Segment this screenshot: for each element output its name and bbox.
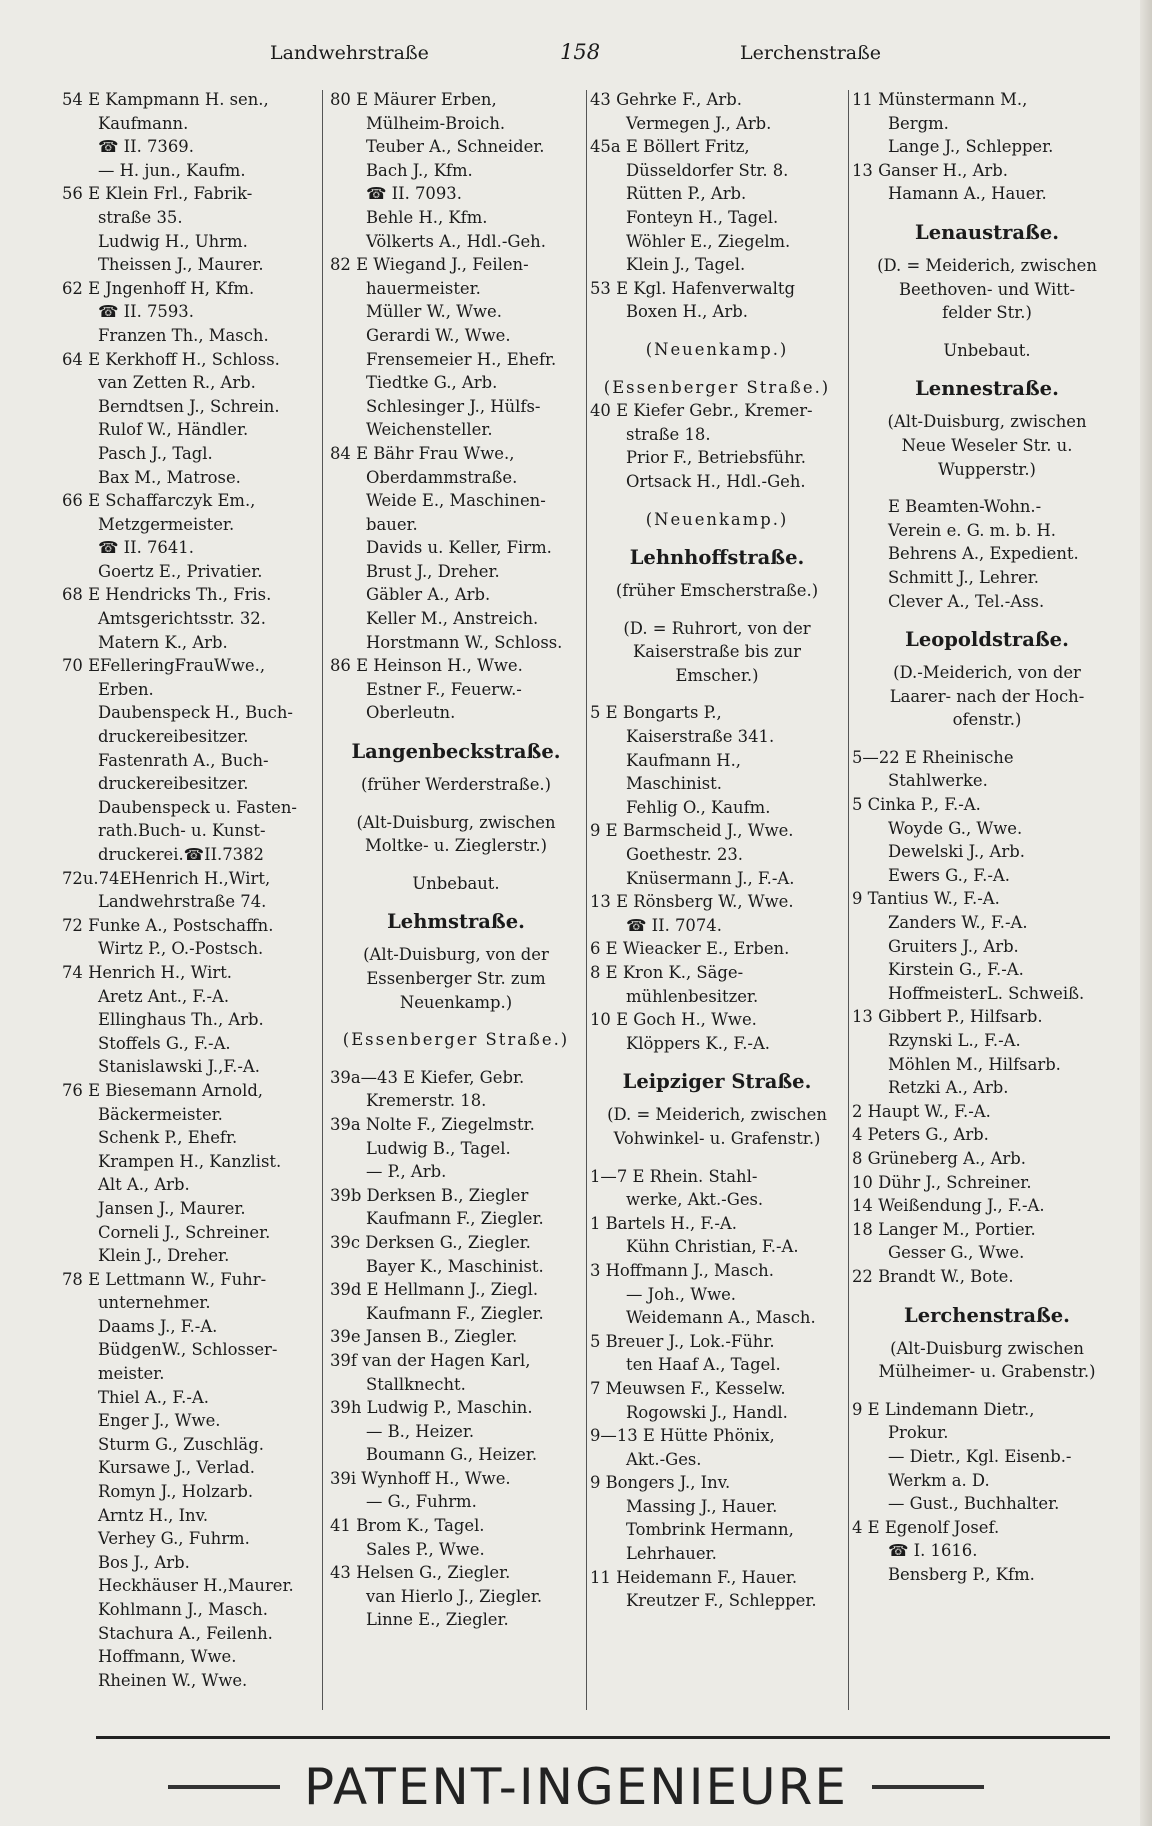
directory-entry: hauermeister.	[366, 278, 481, 298]
directory-entry: Alt A., Arb.	[98, 1175, 190, 1195]
directory-entry: Schenk P., Ehefr.	[98, 1128, 238, 1148]
directory-entry: Erben.	[98, 679, 154, 699]
street-description: felder Str.)	[942, 303, 1032, 323]
directory-entry: Massing J., Hauer.	[626, 1496, 778, 1516]
directory-entry: Romyn J., Holzarb.	[98, 1482, 254, 1502]
directory-entry: Dewelski J., Arb.	[888, 842, 1025, 862]
directory-entry: 10 Dühr J., Schreiner.	[852, 1172, 1032, 1192]
page-number: 158	[560, 40, 601, 64]
directory-entry: Behrens A., Expedient.	[888, 544, 1079, 564]
directory-entry: Daubenspeck u. Fasten-	[98, 797, 297, 817]
column-2	[330, 88, 582, 1713]
directory-entry: Rzynski L., F.-A.	[888, 1031, 1021, 1050]
directory-entry: 18 Langer M., Portier.	[852, 1219, 1036, 1239]
directory-entry: 66 E Schaffarczyk Em.,	[62, 491, 256, 511]
directory-entry: Goethestr. 23.	[626, 845, 744, 865]
directory-entry: E Beamten-Wohn.-	[888, 497, 1042, 517]
street-description: Neue Weseler Str. u.	[901, 435, 1073, 455]
directory-entry: Stahlwerke.	[888, 771, 988, 791]
directory-entry: Sturm G., Zuschläg.	[98, 1434, 264, 1454]
directory-entry: Kreutzer F., Schlepper.	[626, 1591, 817, 1611]
directory-entry: Prior F., Betriebsführ.	[626, 448, 806, 468]
directory-entry: meister.	[98, 1364, 165, 1384]
directory-entry: Behle H., Kfm.	[366, 207, 488, 227]
street-note: (früher Werderstraße.)	[360, 775, 552, 795]
directory-entry: Tiedtke G., Arb.	[366, 373, 498, 393]
directory-entry: Rulof W., Händler.	[98, 420, 249, 440]
directory-entry: Gerardi W., Wwe.	[366, 325, 511, 345]
directory-entry: — G., Fuhrm.	[366, 1492, 477, 1512]
directory-entry: Kohlmann J., Masch.	[98, 1600, 268, 1619]
directory-entry: ☎ I. 1616.	[888, 1541, 978, 1561]
directory-entry: Stallknecht.	[366, 1374, 466, 1394]
directory-entry: ☎ II. 7641.	[98, 538, 194, 558]
directory-entry: Bach J., Kfm.	[366, 160, 473, 180]
directory-entry: ten Haaf A., Tagel.	[626, 1355, 781, 1375]
banner-bar-right	[872, 1785, 984, 1789]
directory-entry: 72 Funke A., Postschaffn.	[62, 915, 274, 935]
directory-entry: 4 E Egenolf Josef.	[852, 1517, 1000, 1537]
directory-entry: 39e Jansen B., Ziegler.	[330, 1327, 518, 1347]
directory-entry: ☎ II. 7074.	[626, 915, 722, 935]
directory-entry: 9 Bongers J., Inv.	[590, 1473, 731, 1493]
directory-entry: Boumann G., Heizer.	[366, 1445, 538, 1465]
directory-entry: Heckhäuser H.,Maurer.	[98, 1576, 294, 1596]
directory-entry: — H. jun., Kaufm.	[98, 160, 246, 180]
street-description: Beethoven- und Witt-	[898, 279, 1076, 299]
directory-entry: Brust J., Dreher.	[366, 561, 500, 581]
column-4	[852, 88, 1122, 1713]
directory-entry: Estner F., Feuerw.-	[366, 679, 522, 699]
directory-entry: Fehlig O., Kaufm.	[626, 797, 771, 817]
directory-entry: Hamann A., Hauer.	[888, 184, 1047, 204]
street-section-note: (Neuenkamp.)	[645, 509, 789, 529]
directory-entry: Landwehrstraße 74.	[98, 892, 267, 912]
directory-entry: 78 E Lettmann W., Fuhr-	[62, 1269, 267, 1289]
directory-entry: Tombrink Hermann,	[626, 1520, 794, 1540]
directory-entry: Hoffmann, Wwe.	[98, 1647, 237, 1667]
directory-entry: 82 E Wiegand J., Feilen-	[330, 255, 529, 275]
street-description: (Alt-Duisburg, zwischen	[887, 412, 1087, 432]
directory-entry: 39c Derksen G., Ziegler.	[330, 1232, 531, 1252]
directory-entry: 13 Gibbert P., Hilfsarb.	[852, 1007, 1043, 1027]
directory-entry: Oberleutn.	[366, 703, 456, 723]
directory-entry: Schlesinger J., Hülfs-	[366, 396, 541, 416]
directory-entry: 1—7 E Rhein. Stahl-	[590, 1166, 758, 1186]
directory-entry: Metzgermeister.	[98, 514, 235, 534]
directory-entry: — P., Arb.	[366, 1162, 447, 1182]
directory-entry: 68 E Hendricks Th., Fris.	[62, 585, 272, 605]
directory-entry: Klöppers K., F.-A.	[626, 1033, 770, 1053]
directory-entry: Wöhler E., Ziegelm.	[626, 231, 791, 251]
directory-entry: Ludwig B., Tagel.	[366, 1138, 511, 1158]
street-description: Vohwinkel- u. Grafenstr.)	[613, 1128, 821, 1148]
directory-entry: 40 E Kiefer Gebr., Kremer-	[590, 401, 813, 421]
directory-entry: 80 E Mäurer Erben,	[330, 90, 497, 109]
directory-entry: 8 E Kron K., Säge-	[590, 963, 744, 982]
directory-entry: 7 Meuwsen F., Kesselw.	[590, 1378, 786, 1398]
directory-entry: 13 E Rönsberg W., Wwe.	[590, 892, 794, 912]
directory-entry: Kursawe J., Verlad.	[98, 1458, 255, 1478]
directory-entry: druckereibesitzer.	[98, 774, 249, 794]
directory-entry: Prokur.	[888, 1423, 949, 1443]
directory-entry: Weidemann A., Masch.	[626, 1308, 816, 1328]
directory-entry: 62 E Jngenhoff H, Kfm.	[62, 278, 255, 298]
directory-entry: HoffmeisterL. Schweiß.	[888, 983, 1085, 1003]
directory-entry: Klein J., Tagel.	[626, 255, 746, 275]
street-heading: Lehmstraße.	[387, 910, 525, 934]
directory-entry: Bos J., Arb.	[98, 1552, 190, 1572]
directory-entry: Krampen H., Kanzlist.	[98, 1151, 282, 1171]
street-heading: Leopoldstraße.	[905, 628, 1069, 652]
directory-entry: Thiel A., F.-A.	[98, 1387, 209, 1407]
directory-entry: Fonteyn H., Tagel.	[626, 207, 779, 227]
directory-entry: Ellinghaus Th., Arb.	[98, 1010, 264, 1030]
columns	[62, 88, 1122, 1713]
directory-entry: — Joh., Wwe.	[626, 1284, 737, 1304]
directory-entry: 72u.74EHenrich H.,Wirt,	[62, 868, 271, 888]
directory-entry: Keller M., Anstreich.	[366, 609, 539, 629]
directory-entry: Oberdammstraße.	[366, 467, 518, 487]
street-heading: Lehnhoffstraße.	[629, 546, 805, 570]
directory-entry: Bäckermeister.	[98, 1104, 223, 1124]
street-section-note: (Essenberger Straße.)	[342, 1030, 570, 1050]
directory-entry: Knüsermann J., F.-A.	[626, 868, 795, 888]
directory-entry: Möhlen M., Hilfsarb.	[888, 1054, 1061, 1074]
banner-bar-left	[168, 1785, 280, 1789]
directory-entry: 84 E Bähr Frau Wwe.,	[330, 443, 515, 463]
directory-entry: ☎ II. 7369.	[98, 137, 194, 157]
directory-entry: Ortsack H., Hdl.-Geh.	[626, 471, 806, 491]
directory-entry: 14 Weißendung J., F.-A.	[852, 1196, 1045, 1216]
directory-entry: Stachura A., Feilenh.	[98, 1623, 273, 1643]
directory-entry: Pasch J., Tagl.	[98, 443, 213, 463]
street-heading: Langenbeckstraße.	[351, 740, 561, 764]
directory-entry: Weichensteller.	[366, 420, 493, 440]
directory-entry: 5 Breuer J., Lok.-Führ.	[590, 1331, 775, 1351]
directory-entry: 56 E Klein Frl., Fabrik-	[62, 184, 253, 204]
directory-entry: Gesser G., Wwe.	[888, 1243, 1025, 1263]
street-status: Unbebaut.	[943, 340, 1031, 360]
directory-entry: 2 Haupt W., F.-A.	[852, 1101, 991, 1121]
directory-entry: Bax M., Matrose.	[98, 467, 241, 487]
directory-entry: Retzki A., Arb.	[888, 1078, 1009, 1098]
directory-entry: straße 18.	[626, 424, 711, 444]
directory-entry: Rogowski J., Handl.	[626, 1402, 788, 1422]
street-heading: Lenaustraße.	[914, 220, 1059, 244]
directory-entry: Klein J., Dreher.	[98, 1246, 230, 1266]
advertisement-banner	[0, 1758, 1152, 1816]
directory-entry: 10 E Goch H., Wwe.	[590, 1010, 757, 1030]
directory-entry: Kaufmann.	[98, 113, 189, 133]
directory-entry: Müller W., Wwe.	[366, 302, 502, 322]
directory-entry: Davids u. Keller, Firm.	[366, 538, 552, 558]
directory-entry: Fastenrath A., Buch-	[98, 750, 269, 770]
directory-entry: Verein e. G. m. b. H.	[888, 520, 1057, 540]
directory-entry: 74 Henrich H., Wirt.	[62, 962, 232, 982]
directory-entry: Ewers G., F.-A.	[888, 865, 1010, 885]
directory-entry: — B., Heizer.	[366, 1421, 475, 1441]
directory-entry: Mülheim-Broich.	[366, 113, 506, 133]
directory-entry: 53 E Kgl. Hafenverwaltg	[590, 278, 795, 298]
street-section-note: (Essenberger Straße.)	[603, 377, 831, 397]
directory-entry: Schmitt J., Lehrer.	[888, 567, 1039, 587]
directory-entry: Teuber A., Schneider.	[366, 137, 545, 157]
directory-entry: 5 E Bongarts P.,	[590, 703, 722, 723]
directory-entry: 39i Wynhoff H., Wwe.	[330, 1468, 511, 1488]
directory-entry: Kremerstr. 18.	[366, 1091, 487, 1111]
directory-entry: 9 E Barmscheid J., Wwe.	[590, 821, 794, 841]
directory-entry: 5—22 E Rheinische	[852, 747, 1014, 767]
directory-entry: Stanislawski J.,F.-A.	[98, 1057, 260, 1077]
directory-entry: 9 Tantius W., F.-A.	[852, 889, 1000, 909]
directory-entry: Gruiters J., Arb.	[888, 936, 1019, 956]
street-heading: Lennestraße.	[915, 377, 1059, 401]
directory-entry: Kirstein G., F.-A.	[888, 960, 1024, 980]
directory-entry: 9 E Lindemann Dietr.,	[852, 1399, 1035, 1419]
street-description: ofenstr.)	[952, 710, 1022, 730]
directory-entry: Rütten P., Arb.	[626, 184, 747, 204]
directory-entry: Akt.-Ges.	[626, 1449, 702, 1469]
page-header	[90, 42, 1112, 72]
directory-entry: Berndtsen J., Schrein.	[98, 396, 280, 416]
directory-entry: 11 Münstermann M.,	[852, 90, 1028, 109]
directory-entry: Arntz H., Inv.	[98, 1505, 209, 1525]
directory-entry: 64 E Kerkhoff H., Schloss.	[62, 349, 280, 369]
street-description: Mülheimer- u. Grabenstr.)	[878, 1362, 1096, 1382]
directory-entry: unternehmer.	[98, 1293, 211, 1313]
directory-entry: 39a Nolte F., Ziegelmstr.	[330, 1114, 535, 1134]
street-description: Essenberger Str. zum	[366, 969, 546, 988]
directory-entry: 43 Gehrke F., Arb.	[590, 90, 742, 109]
column-3	[590, 88, 844, 1713]
directory-entry: Vermegen J., Arb.	[626, 113, 772, 133]
directory-entry: Amtsgerichtsstr. 32.	[98, 609, 266, 629]
directory-entry: 39h Ludwig P., Maschin.	[330, 1398, 533, 1418]
directory-entry: 5 Cinka P., F.-A.	[852, 795, 981, 815]
directory-entry: van Zetten R., Arb.	[98, 373, 256, 393]
header-left-street: Landwehrstraße	[270, 42, 429, 64]
directory-entry: Kaiserstraße 341.	[626, 727, 775, 747]
directory-entry: Maschinist.	[626, 774, 722, 794]
street-description: Neuenkamp.)	[399, 992, 513, 1012]
street-section-note: (Neuenkamp.)	[645, 339, 789, 359]
directory-entry: Franzen Th., Masch.	[98, 325, 269, 345]
directory-entry: 54 E Kampmann H. sen.,	[62, 90, 269, 109]
directory-entry: 76 E Biesemann Arnold,	[62, 1080, 264, 1100]
directory-entry: Völkerts A., Hdl.-Geh.	[366, 231, 546, 251]
column-1	[62, 88, 320, 1713]
directory-entry: — Dietr., Kgl. Eisenb.-	[888, 1446, 1072, 1466]
directory-entry: Verhey G., Fuhrm.	[98, 1529, 250, 1549]
street-status: Unbebaut.	[412, 873, 500, 893]
directory-entry: 13 Ganser H., Arb.	[852, 160, 1008, 180]
directory-entry: Goertz E., Privatier.	[98, 561, 263, 581]
street-description: Laarer- nach der Hoch-	[889, 686, 1085, 706]
directory-entry: bauer.	[366, 514, 418, 534]
directory-entry: Woyde G., Wwe.	[888, 818, 1023, 838]
directory-entry: rath.Buch- u. Kunst-	[98, 821, 266, 841]
directory-entry: Bensberg P., Kfm.	[888, 1564, 1035, 1584]
directory-entry: 6 E Wieacker E., Erben.	[590, 939, 790, 959]
street-description: Wupperstr.)	[938, 459, 1036, 479]
directory-entry: Clever A., Tel.-Ass.	[888, 591, 1045, 611]
directory-entry: 11 Heidemann F., Hauer.	[590, 1567, 798, 1587]
street-description: (D.-Meiderich, von der	[893, 663, 1081, 683]
directory-entry: 70 EFelleringFrauWwe.,	[62, 656, 266, 676]
directory-entry: 41 Brom K., Tagel.	[330, 1516, 485, 1536]
directory-entry: Bayer K., Maschinist.	[366, 1256, 544, 1276]
directory-entry: straße 35.	[98, 207, 183, 227]
directory-entry: — Gust., Buchhalter.	[888, 1494, 1060, 1514]
directory-entry: Sales P., Wwe.	[366, 1539, 485, 1559]
directory-entry: BüdgenW., Schlosser-	[98, 1340, 278, 1360]
directory-entry: Kaufmann F., Ziegler.	[366, 1303, 544, 1323]
directory-entry: Lange J., Schlepper.	[888, 137, 1054, 157]
directory-entry: Zanders W., F.-A.	[888, 913, 1028, 933]
directory-entry: Rheinen W., Wwe.	[98, 1670, 248, 1690]
directory-entry: Corneli J., Schreiner.	[98, 1222, 271, 1242]
directory-entry: Werkm a. D.	[888, 1470, 990, 1490]
directory-entry: 86 E Heinson H., Wwe.	[330, 656, 523, 676]
directory-entry: Aretz Ant., F.-A.	[98, 986, 230, 1006]
directory-entry: 3 Hoffmann J., Masch.	[590, 1260, 774, 1280]
directory-entry: Düsseldorfer Str. 8.	[626, 160, 789, 180]
directory-entry: Ludwig H., Uhrm.	[98, 231, 248, 251]
directory-entry: Wirtz P., O.-Postsch.	[98, 939, 264, 959]
directory-entry: Daams J., F.-A.	[98, 1316, 218, 1336]
street-heading: Lerchenstraße.	[904, 1303, 1070, 1327]
directory-entry: 39a—43 E Kiefer, Gebr.	[330, 1067, 525, 1087]
directory-entry: Jansen J., Maurer.	[98, 1198, 246, 1218]
directory-entry: 39b Derksen B., Ziegler	[330, 1185, 529, 1205]
banner-text: PATENT-INGENIEURE	[304, 1758, 848, 1816]
directory-entry: Stoffels G., F.-A.	[98, 1033, 231, 1053]
header-right-street: Lerchenstraße	[740, 42, 882, 64]
street-note: (früher Emscherstraße.)	[615, 581, 819, 601]
street-description: (D. = Meiderich, zwischen	[877, 255, 1097, 275]
directory-entry: 1 Bartels H., F.-A.	[590, 1213, 737, 1233]
street-description: (Alt-Duisburg, zwischen	[356, 812, 556, 832]
directory-entry: 39d E Hellmann J., Ziegl.	[330, 1280, 539, 1300]
directory-entry: Bergm.	[888, 113, 949, 133]
street-description: Kaiserstraße bis zur	[632, 642, 802, 662]
street-heading: Leipziger Straße.	[622, 1070, 812, 1094]
directory-entry: Weide E., Maschinen-	[366, 491, 546, 511]
street-description: (Alt-Duisburg zwischen	[890, 1338, 1084, 1358]
directory-entry: Frensemeier H., Ehefr.	[366, 349, 557, 369]
directory-entry: Boxen H., Arb.	[626, 302, 748, 322]
directory-entry: Kaufmann F., Ziegler.	[366, 1209, 544, 1229]
directory-entry: ☎ II. 7593.	[98, 302, 194, 322]
directory-entry: 39f van der Hagen Karl,	[330, 1350, 531, 1370]
directory-entry: Gäbler A., Arb.	[366, 585, 491, 605]
directory-entry: werke, Akt.-Ges.	[626, 1190, 764, 1210]
directory-entry: Kühn Christian, F.-A.	[626, 1237, 799, 1257]
street-description: Emscher.)	[675, 665, 759, 685]
directory-entry: 8 Grüneberg A., Arb.	[852, 1148, 1026, 1168]
directory-entry: Enger J., Wwe.	[98, 1411, 221, 1431]
directory-entry: 43 Helsen G., Ziegler.	[330, 1563, 511, 1583]
directory-entry: van Hierlo J., Ziegler.	[366, 1586, 543, 1606]
directory-entry: 22 Brandt W., Bote.	[852, 1266, 1014, 1286]
directory-entry: 9—13 E Hütte Phönix,	[590, 1426, 775, 1446]
street-description: (D. = Ruhrort, von der	[623, 618, 811, 638]
directory-entry: Lehrhauer.	[626, 1544, 717, 1564]
street-description: (Alt-Duisburg, von der	[363, 945, 549, 965]
directory-entry: 4 Peters G., Arb.	[852, 1125, 989, 1145]
directory-entry: Kaufmann H.,	[626, 750, 741, 770]
street-description: (D. = Meiderich, zwischen	[607, 1105, 827, 1125]
directory-entry: Linne E., Ziegler.	[366, 1610, 509, 1630]
directory-entry: Matern K., Arb.	[98, 632, 228, 652]
footer-rule	[96, 1736, 1110, 1739]
directory-entry: 45a E Böllert Fritz,	[590, 137, 750, 157]
street-description: Moltke- u. Zieglerstr.)	[364, 836, 548, 856]
directory-entry: druckereibesitzer.	[98, 727, 249, 747]
directory-entry: Daubenspeck H., Buch-	[98, 703, 293, 723]
directory-entry: mühlenbesitzer.	[626, 986, 759, 1006]
directory-entry: Horstmann W., Schloss.	[366, 632, 563, 652]
directory-entry: ☎ II. 7093.	[366, 184, 462, 204]
directory-entry: Theissen J., Maurer.	[98, 255, 264, 275]
directory-entry: druckerei.☎II.7382	[98, 845, 264, 864]
